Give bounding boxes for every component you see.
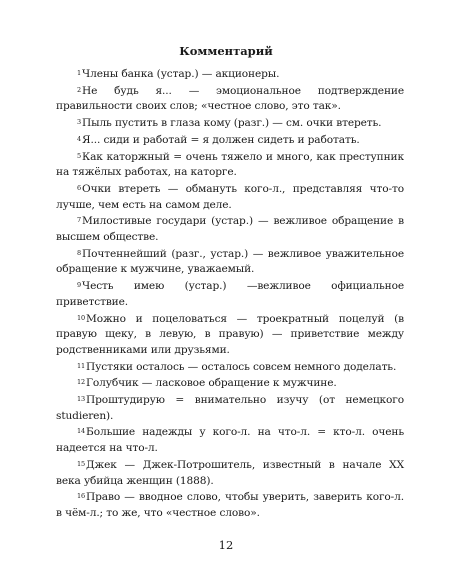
- note-number: 15: [77, 459, 86, 468]
- note-number: 4: [77, 134, 82, 143]
- note-3: [56, 116, 404, 132]
- note-text: Голубчик — ласковое обращение к мужчине.: [86, 377, 337, 390]
- note-number: 6: [77, 183, 82, 192]
- note-number: 1: [77, 69, 82, 77]
- note-13: [56, 393, 404, 424]
- note-number: 14: [77, 427, 86, 436]
- note-text: Как каторжный = очень тяжело и много, как преступник на тяжёлых работах, на каторге.: [56, 150, 404, 179]
- note-2: [56, 84, 404, 115]
- note-number: 16: [77, 492, 86, 501]
- note-12: [56, 376, 404, 392]
- note-text: Пыль пустить в глаза кому (разг.) — см. очки втереть.: [82, 117, 382, 130]
- note-11: [56, 360, 404, 376]
- note-number: 7: [77, 216, 82, 225]
- note-number: 12: [77, 378, 86, 387]
- note-number: 2: [77, 85, 82, 94]
- note-1: [56, 67, 404, 83]
- page-number: 12: [218, 538, 234, 552]
- note-10: [56, 312, 404, 359]
- note-number: 11: [77, 361, 86, 370]
- commentary-notes: [56, 67, 404, 523]
- note-text: Джек — Джек-Потрошитель, известный в начале XX века убийца женщин (1888).: [56, 458, 404, 487]
- note-4: [56, 133, 404, 149]
- note-number: 5: [77, 151, 82, 160]
- note-text: Честь имею (устар.) —вежливое официальное приветствие.: [56, 280, 404, 308]
- note-text: Члены банка (устар.) — акционеры.: [82, 68, 280, 80]
- note-text: Не будь я... — эмоциональное подтверждение правильности своих слов; «честное слово, это так».: [56, 84, 404, 113]
- note-14: [56, 425, 404, 456]
- note-7: [56, 214, 404, 245]
- note-15: [56, 458, 404, 489]
- note-number: 9: [77, 281, 82, 290]
- note-16: [56, 490, 404, 521]
- note-number: 3: [77, 118, 82, 127]
- note-text: Почтеннейший (разг., устар.) — вежливое уважительное обращение к мужчине, уважаемый.: [56, 247, 404, 276]
- note-text: Очки втереть — обмануть кого-л., представляя что-то лучше, чем есть на самом деле.: [56, 182, 404, 211]
- note-number: 13: [77, 395, 86, 404]
- note-text: Можно и поцеловаться — троекратный поцелуй (в правую щеку, в левую, в правую) — приветствие между родственниками или друзьями.: [56, 312, 404, 356]
- note-text: Большие надежды у кого-л. на что-л. = кто-л. очень надеется на что-л.: [56, 426, 404, 455]
- note-6: [56, 182, 404, 213]
- note-5: [56, 150, 404, 181]
- page-title: Комментарий: [179, 44, 273, 58]
- note-8: [56, 247, 404, 278]
- note-text: Я... сиди и работай = я должен сидеть и работать.: [82, 133, 360, 146]
- note-text: Проштудирую = внимательно изучу (от немецкого studieren).: [56, 394, 404, 422]
- note-number: 10: [77, 313, 86, 322]
- note-9: [56, 279, 404, 310]
- note-number: 8: [77, 248, 82, 257]
- note-text: Милостивые государи (устар.) — вежливое обращение в высшем обществе.: [56, 215, 404, 244]
- note-text: Пустяки осталось — осталось совсем немного доделать.: [86, 360, 397, 373]
- note-text: Право — вводное слово, чтобы уверить, заверить кого-л. в чём-л.; то же, что «честное слово».: [56, 491, 404, 519]
